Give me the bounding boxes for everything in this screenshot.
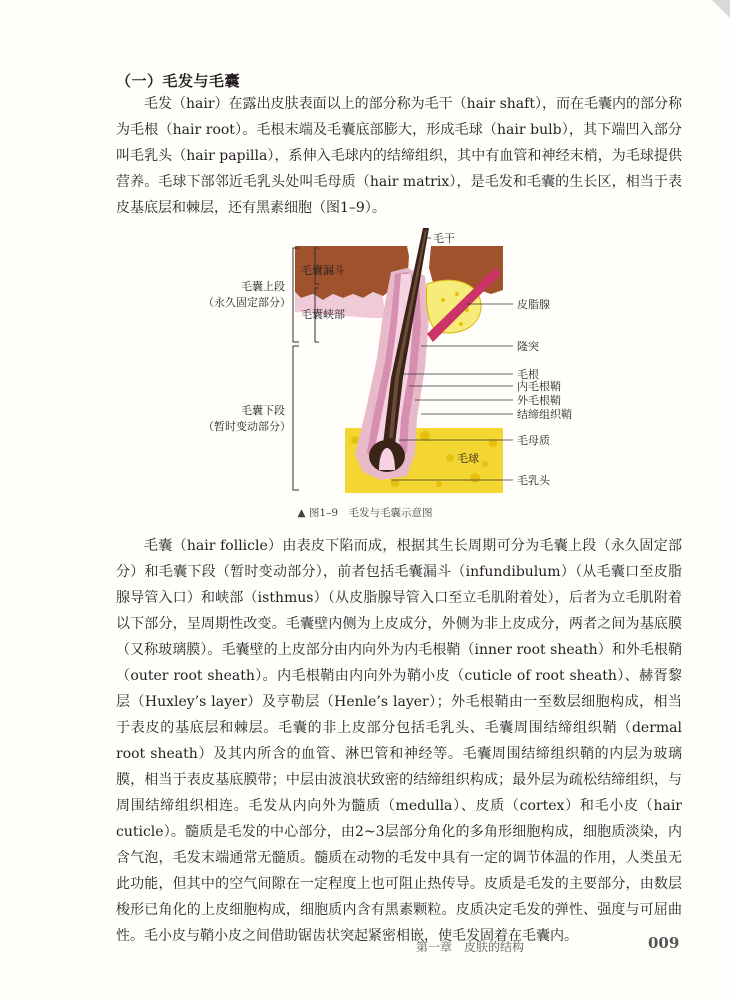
paragraph-hair: 毛发（hair）在露出皮肤表面以上的部分称为毛干（hair shaft），而在毛囊内的部分称为毛根（hair root）。毛根末端及毛囊底部膨大，形成毛球（hair bulb），其下端凹入部分叫毛乳头（hair papilla），系伸入毛球内的结缔组织，其中有血管和神经末梢，为毛球提供营养。毛球下部邻近毛乳头处叫毛母质（hair matrix），是毛发和毛囊的生长区，相当于表皮基底层和棘层，还有黑素细胞（图1–9）。 (116, 96, 682, 216)
label-connective-sheath: 结缔组织鞘 (517, 408, 572, 421)
hair-follicle-figure (195, 228, 572, 498)
label-hair-papilla: 毛乳头 (517, 474, 550, 487)
sebaceous-gland (427, 280, 482, 333)
label-hair-bulb: 毛球 (457, 452, 479, 465)
label-sebaceous-gland: 皮脂腺 (517, 298, 550, 311)
label-upper-segment: 毛囊上段 (241, 280, 285, 293)
hair-follicle-diagram (195, 228, 572, 498)
label-infundibulum: 毛囊漏斗 (301, 264, 345, 277)
label-upper-segment-note: （永久固定部分） (203, 296, 291, 309)
footer-chapter: 第一章 皮肤的结构 (416, 940, 525, 954)
page-number: 009 (648, 934, 680, 952)
section-heading: （一）毛发与毛囊 (116, 72, 241, 90)
label-isthmus: 毛囊峡部 (301, 308, 345, 321)
corner-mark (704, 0, 730, 18)
label-hair-root: 毛根 (517, 368, 539, 381)
paragraph-hair-follicle: 毛囊（hair follicle）由表皮下陷而成，根据其生长周期可分为毛囊上段（永久固定部分）和毛囊下段（暂时变动部分），前者包括毛囊漏斗（infundibulum）（从毛囊口至皮脂腺导管入口）和峡部（isthmus）（从皮脂腺导管入口至立毛肌附着处），后者为立毛肌附着以下部分，呈周期性改变。毛囊壁内侧为上皮成分，外侧为非上皮成分，两者之间为基底膜（又称玻璃膜）。毛囊壁的上皮部分由内向外为内毛根鞘（inner root sheath）和外毛根鞘（outer root sheath）。内毛根鞘由内向外为鞘小皮（cuticle of root sheath）、赫胥黎层（Huxley’s layer）及亨勒层（Henle’s layer）；外毛根鞘由一至数层细胞构成，相当于表皮的基底层和棘层。毛囊的非上皮部分包括毛乳头、毛囊周围结缔组织鞘（dermal root sheath）及其内所含的血管、淋巴管和神经等。毛囊周围结缔组织鞘的内层为玻璃膜，相当于表皮基底膜带；中层由波浪状致密的结缔组织构成；最外层为疏松结缔组织，与周围结缔组织相连。毛发从内向外为髓质（medulla）、皮质（cortex）和毛小皮（hair cuticle）。髓质是毛发的中心部分，由2~3层部分角化的多角形细胞构成，细胞质淡染，内含气泡，毛发末端通常无髓质。髓质在动物的毛发中具有一定的调节体温的作用，人类虽无此功能，但其中的空气间隙在一定程度上也可阻止热传导。皮质是毛发的主要部分，由数层梭形已角化的上皮细胞构成，细胞质内含有黑素颗粒。皮质决定毛发的弹性、强度与可屈曲性。毛小皮与鞘小皮之间借助锯齿状突起紧密相嵌，使毛发固着在毛囊内。 (116, 538, 682, 944)
label-inner-root-sheath: 内毛根鞘 (517, 380, 561, 393)
label-hair-shaft: 毛干 (433, 232, 455, 245)
label-outer-root-sheath: 外毛根鞘 (517, 394, 561, 407)
label-lower-segment: 毛囊下段 (241, 404, 285, 417)
figure-caption: ▲ 图1–9 毛发与毛囊示意图 (297, 507, 433, 519)
label-lower-segment-note: （暂时变动部分） (203, 420, 291, 433)
label-hair-matrix: 毛母质 (517, 434, 550, 447)
label-bulge: 隆突 (517, 340, 539, 353)
